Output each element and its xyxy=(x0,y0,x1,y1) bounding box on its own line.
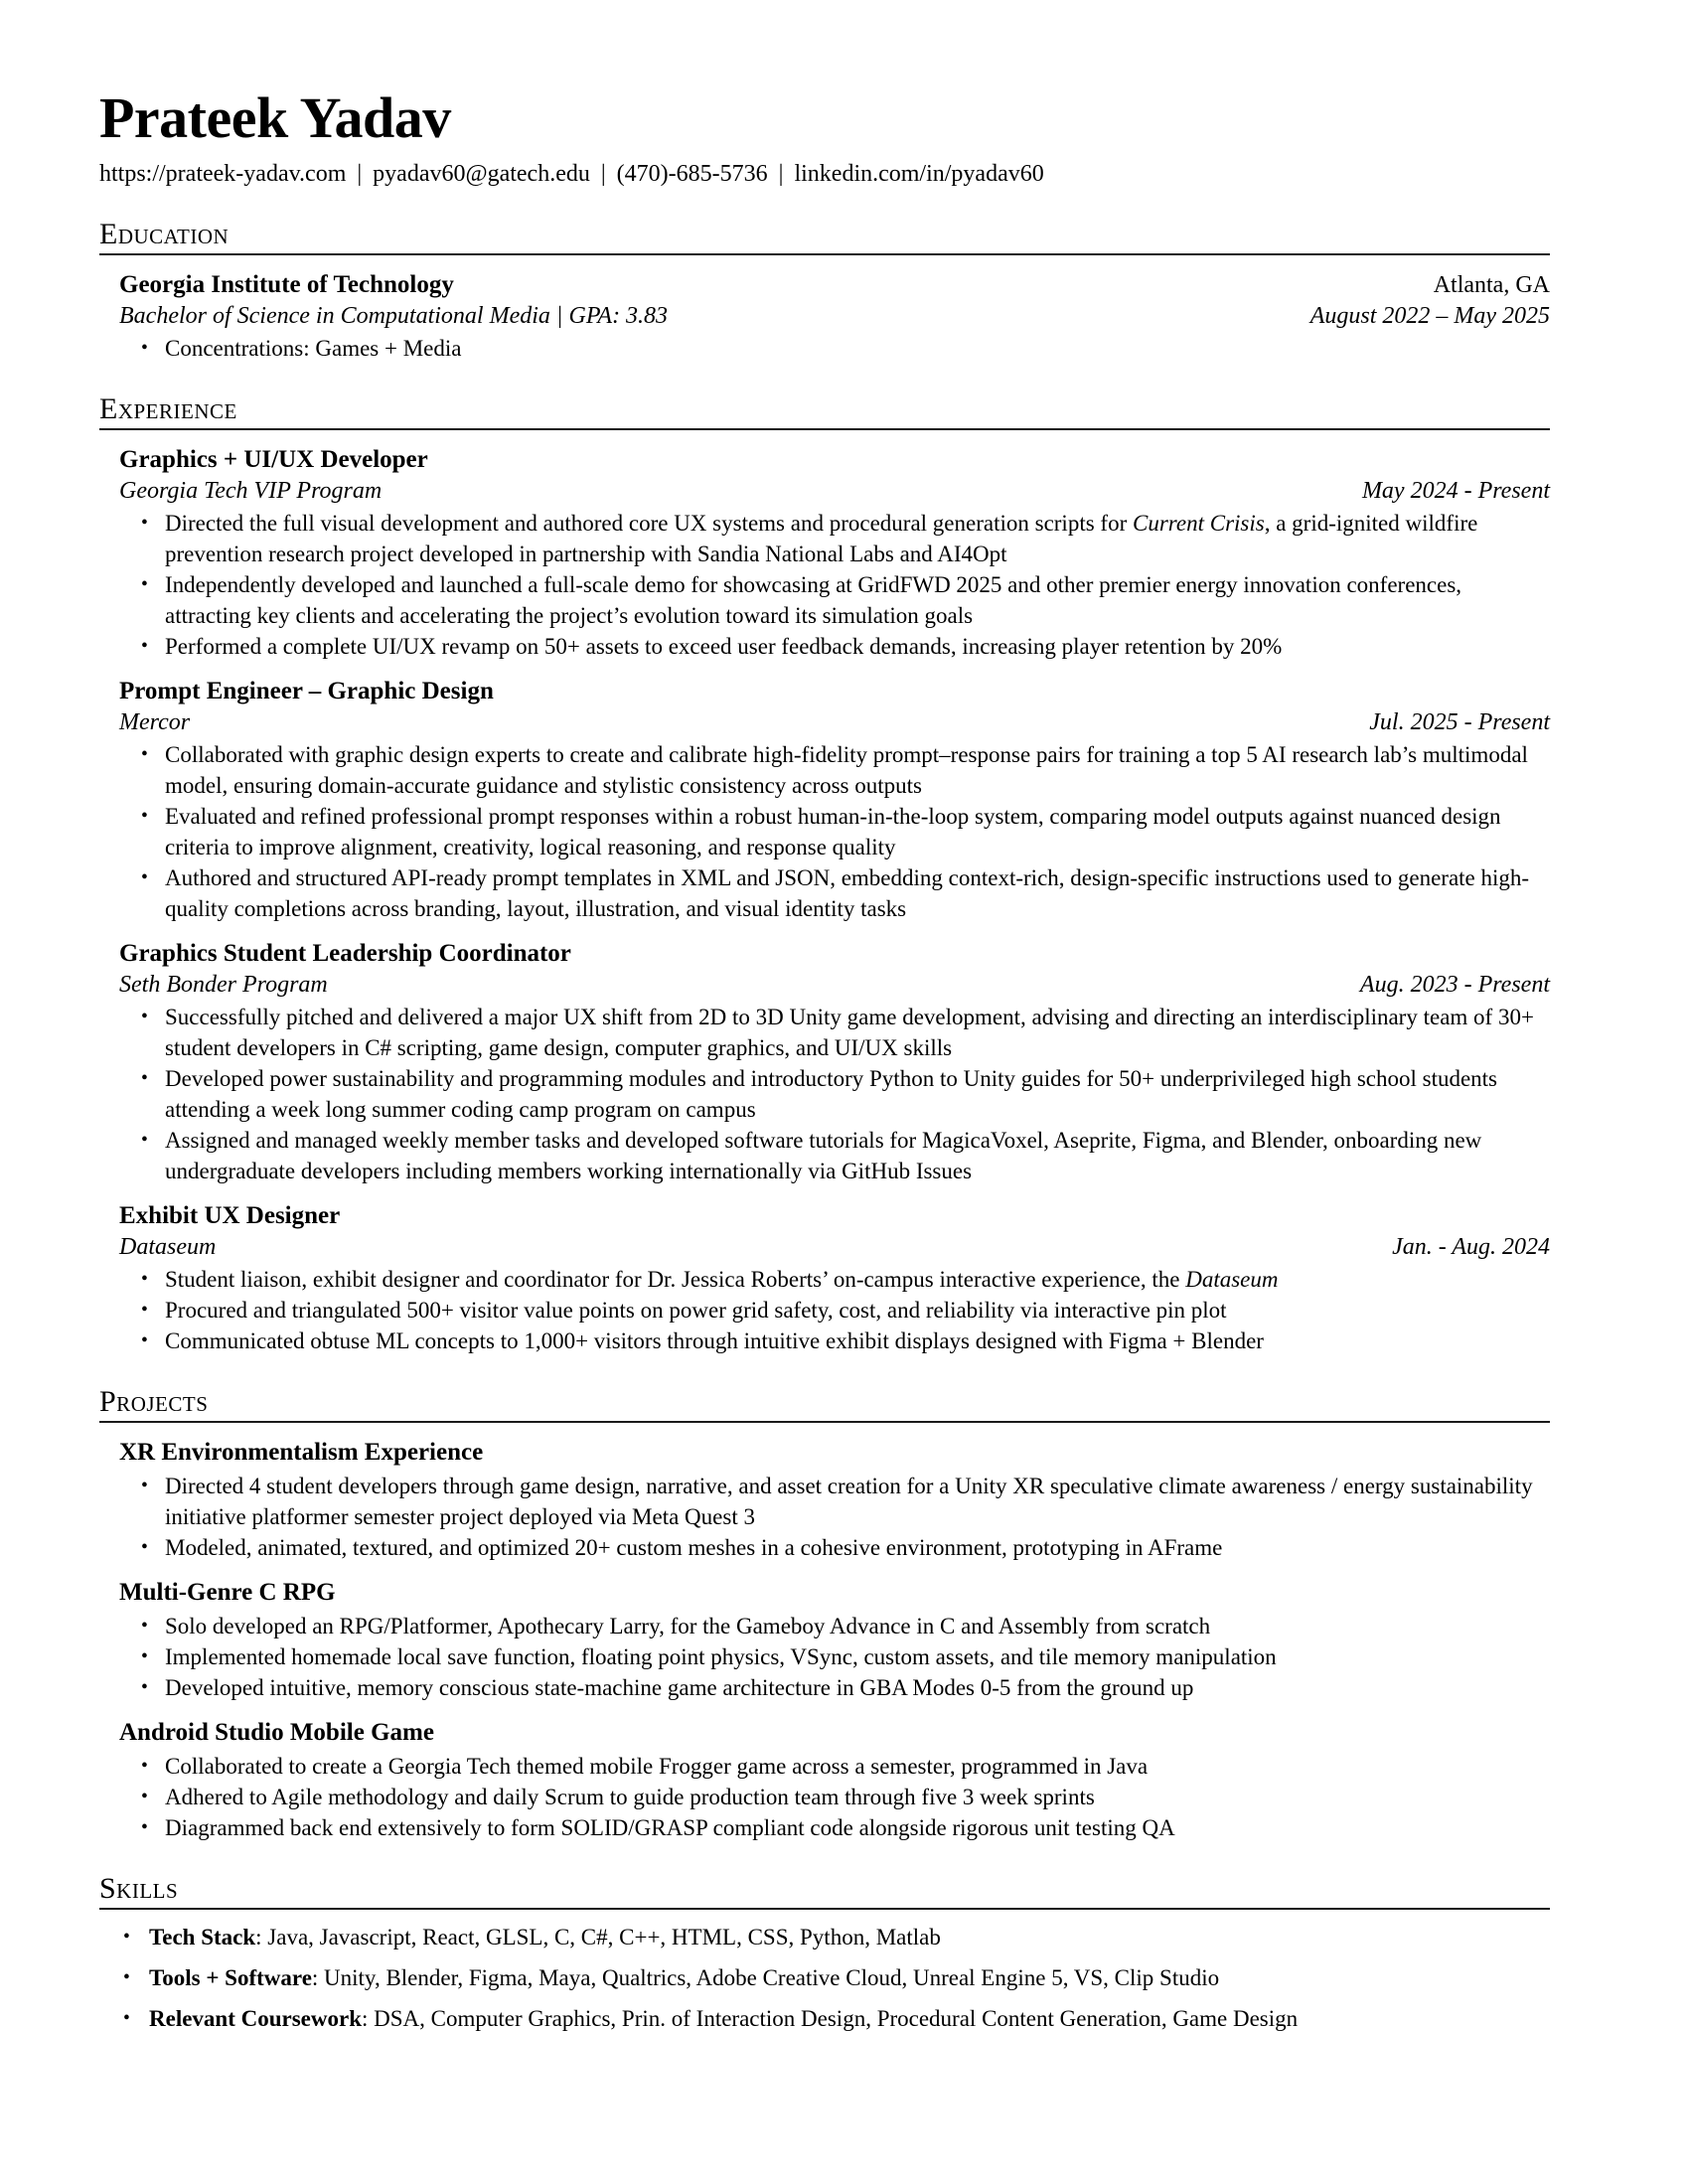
text-run: Dataseum xyxy=(1185,1267,1279,1292)
text-run: Authored and structured API-ready prompt templates in XML and JSON, embedding context-rich, design-specific instructions used to generate high-quality completions across branding, layout, illustration, and visual identity tasks xyxy=(165,865,1530,921)
bullet-list xyxy=(119,1751,1550,1843)
bullet-list xyxy=(119,333,1550,364)
bullet-item xyxy=(165,333,1550,364)
contact-item[interactable]: (470)-685-5736 xyxy=(616,161,768,187)
contact-item[interactable]: linkedin.com/in/pyadav60 xyxy=(794,161,1044,187)
skills-bullet-item xyxy=(149,1962,1550,1993)
bullet-item xyxy=(165,508,1550,569)
bullet-item xyxy=(165,1782,1550,1812)
text-run: : Unity, Blender, Figma, Maya, Qualtrics, Adobe Creative Cloud, Unreal Engine 5, VS, Clip Studio xyxy=(311,1965,1220,1990)
text-run: , a grid-ignited wildfire prevention research project developed in partnership with Sandia National Labs and AI4Opt xyxy=(165,511,1478,566)
entry-title-row xyxy=(119,1200,1550,1232)
entry-title: Graphics Student Leadership Coordinator xyxy=(119,940,571,967)
entry-subtitle-row xyxy=(119,301,1550,331)
bullet-item xyxy=(165,1641,1550,1672)
text-run: Modeled, animated, textured, and optimized 20+ custom meshes in a cohesive environment, prototyping in AFrame xyxy=(165,1535,1223,1560)
entry-title-row xyxy=(119,676,1550,707)
bullet-item xyxy=(165,1264,1550,1295)
text-run: Student liaison, exhibit designer and coordinator for Dr. Jessica Roberts’ on-campus interactive experience, the xyxy=(165,1267,1186,1292)
projects-entry xyxy=(119,1717,1550,1843)
entry-dates: Jan. - Aug. 2024 xyxy=(1392,1234,1550,1260)
entry-title-row xyxy=(119,444,1550,476)
entry-subtitle-row xyxy=(119,707,1550,737)
bullet-item xyxy=(165,862,1550,924)
text-run: : Java, Javascript, React, GLSL, C, C#, C++, HTML, CSS, Python, Matlab xyxy=(255,1925,941,1950)
text-run: Independently developed and launched a full-scale demo for showcasing at GridFWD 2025 and other premier energy innovation conferences, attracting key clients and accelerating the project’s evolution toward its simulation goals xyxy=(165,572,1462,628)
resume-body xyxy=(99,217,1550,2034)
projects-entry xyxy=(119,1437,1550,1563)
bullet-list xyxy=(119,1264,1550,1356)
section-heading: Skills xyxy=(99,1872,179,1905)
bullet-item xyxy=(165,1532,1550,1563)
section-education xyxy=(99,217,1550,364)
bullet-item xyxy=(165,739,1550,801)
entry-title: XR Environmentalism Experience xyxy=(119,1439,484,1466)
bullet-list xyxy=(119,1611,1550,1703)
entry-location: Atlanta, GA xyxy=(1433,272,1550,298)
bullet-item xyxy=(165,1002,1550,1063)
entry-dates: August 2022 – May 2025 xyxy=(1309,303,1550,329)
section-projects xyxy=(99,1384,1550,1843)
bullet-item xyxy=(165,569,1550,631)
section-rule xyxy=(99,1908,1550,1910)
text-run: Successfully pitched and delivered a major UX shift from 2D to 3D Unity game development, advising and directing an interdisciplinary team of 30+ student developers in C# scripting, game design, computer graphics, and UI/UX skills xyxy=(165,1005,1534,1060)
experience-entry xyxy=(119,676,1550,924)
section-skills xyxy=(99,1871,1550,2034)
text-run: Assigned and managed weekly member tasks and developed software tutorials for MagicaVoxel, Aseprite, Figma, and Blender, onboarding new undergraduate developers including members working internationally via GitHub Issues xyxy=(165,1128,1482,1183)
entry-title: Exhibit UX Designer xyxy=(119,1202,341,1229)
text-run: Concentrations: Games + Media xyxy=(165,336,462,361)
bullet-item xyxy=(165,1611,1550,1641)
text-run: Diagrammed back end extensively to form SOLID/GRASP compliant code alongside rigorous unit testing QA xyxy=(165,1815,1175,1840)
bullet-list xyxy=(119,1471,1550,1563)
entry-dates: May 2024 - Present xyxy=(1361,478,1550,504)
text-run: Directed 4 student developers through game design, narrative, and asset creation for a Unity XR speculative climate awareness / energy sustainability initiative platformer semester project deployed via Meta Quest 3 xyxy=(165,1474,1533,1529)
text-run: Performed a complete UI/UX revamp on 50+ assets to exceed user feedback demands, increasing player retention by 20% xyxy=(165,634,1283,659)
text-run: : DSA, Computer Graphics, Prin. of Interaction Design, Procedural Content Generation, Game Design xyxy=(362,2006,1299,2031)
entry-dates: Aug. 2023 - Present xyxy=(1359,972,1550,998)
entry-organization: Seth Bonder Program xyxy=(119,972,328,998)
text-run: Procured and triangulated 500+ visitor value points on power grid safety, cost, and reliability via interactive pin plot xyxy=(165,1298,1227,1323)
section-rule xyxy=(99,253,1550,255)
text-run: Collaborated with graphic design experts to create and calibrate high-fidelity prompt–response pairs for training a top 5 AI research lab’s multimodal model, ensuring domain-accurate guidance and stylistic consistency across outputs xyxy=(165,742,1528,798)
entry-title: Graphics + UI/UX Developer xyxy=(119,446,428,473)
entry-title: Georgia Institute of Technology xyxy=(119,271,454,298)
entry-organization: Bachelor of Science in Computational Media | GPA: 3.83 xyxy=(119,303,669,329)
resume-header xyxy=(99,87,1550,189)
bullet-list xyxy=(119,739,1550,924)
entry-subtitle-row xyxy=(119,1232,1550,1262)
bullet-item xyxy=(165,1812,1550,1843)
bullet-list xyxy=(119,1002,1550,1186)
bullet-list xyxy=(119,508,1550,662)
entry-subtitle-row xyxy=(119,476,1550,506)
entry-organization: Mercor xyxy=(119,709,191,735)
contact-item[interactable]: pyadav60@gatech.edu xyxy=(373,161,590,187)
section-heading: Experience xyxy=(99,392,237,425)
text-run: Evaluated and refined professional prompt responses within a robust human-in-the-loop system, comparing model outputs against nuanced design criteria to improve alignment, creativity, logical reasoning, and response quality xyxy=(165,804,1501,859)
text-run: Tech Stack xyxy=(149,1925,256,1950)
entry-title-row xyxy=(119,1577,1550,1609)
bullet-item xyxy=(165,1063,1550,1125)
entry-title-row xyxy=(119,269,1550,301)
section-rule xyxy=(99,428,1550,430)
text-run: Directed the full visual development and authored core UX systems and procedural generation scripts for xyxy=(165,511,1133,536)
experience-entry xyxy=(119,444,1550,662)
entry-title-row xyxy=(119,1437,1550,1469)
page-title: Prateek Yadav xyxy=(99,85,451,150)
skills-bullet-item xyxy=(149,2003,1550,2034)
skills-bullet-list xyxy=(99,1922,1550,2034)
experience-entry xyxy=(119,1200,1550,1356)
experience-entry xyxy=(119,938,1550,1186)
text-run: Tools + Software xyxy=(149,1965,312,1990)
education-entry xyxy=(119,269,1550,364)
entry-subtitle-row xyxy=(119,970,1550,1000)
bullet-item xyxy=(165,1751,1550,1782)
entry-title-row xyxy=(119,1717,1550,1749)
entry-organization: Georgia Tech VIP Program xyxy=(119,478,383,504)
contact-separator: | xyxy=(357,161,363,187)
text-run: Developed intuitive, memory conscious state-machine game architecture in GBA Modes 0-5 from the ground up xyxy=(165,1675,1194,1700)
entry-title: Android Studio Mobile Game xyxy=(119,1719,434,1746)
text-run: Adhered to Agile methodology and daily Scrum to guide production team through five 3 week sprints xyxy=(165,1785,1095,1809)
skills-bullet-item xyxy=(149,1922,1550,1952)
text-run: Collaborated to create a Georgia Tech themed mobile Frogger game across a semester, programmed in Java xyxy=(165,1754,1149,1779)
text-run: Communicated obtuse ML concepts to 1,000+ visitors through intuitive exhibit displays designed with Figma + Blender xyxy=(165,1328,1264,1353)
text-run: Solo developed an RPG/Platformer, Apothecary Larry, for the Gameboy Advance in C and Assembly from scratch xyxy=(165,1614,1211,1638)
section-experience xyxy=(99,391,1550,1356)
text-run: Current Crisis xyxy=(1133,511,1265,536)
text-run: Developed power sustainability and programming modules and introductory Python to Unity guides for 50+ underprivileged high school students attending a week long summer coding camp program on campus xyxy=(165,1066,1498,1122)
text-run: Implemented homemade local save function, floating point physics, VSync, custom assets, and tile memory manipulation xyxy=(165,1644,1277,1669)
bullet-item xyxy=(165,801,1550,862)
bullet-item xyxy=(165,1295,1550,1326)
contact-line xyxy=(99,159,1550,189)
bullet-item xyxy=(165,1471,1550,1532)
bullet-item xyxy=(165,1672,1550,1703)
contact-separator: | xyxy=(600,161,606,187)
entry-title: Prompt Engineer – Graphic Design xyxy=(119,678,494,704)
bullet-item xyxy=(165,1326,1550,1356)
text-run: Relevant Coursework xyxy=(149,2006,362,2031)
entry-title: Multi-Genre C RPG xyxy=(119,1579,336,1606)
entry-title-row xyxy=(119,938,1550,970)
entry-organization: Dataseum xyxy=(119,1234,217,1260)
section-heading: Projects xyxy=(99,1385,209,1418)
projects-entry xyxy=(119,1577,1550,1703)
section-heading: Education xyxy=(99,218,230,250)
bullet-item xyxy=(165,1125,1550,1186)
contact-item[interactable]: https://prateek-yadav.com xyxy=(99,161,347,187)
contact-separator: | xyxy=(778,161,784,187)
section-rule xyxy=(99,1421,1550,1423)
bullet-item xyxy=(165,631,1550,662)
entry-dates: Jul. 2025 - Present xyxy=(1369,709,1550,735)
